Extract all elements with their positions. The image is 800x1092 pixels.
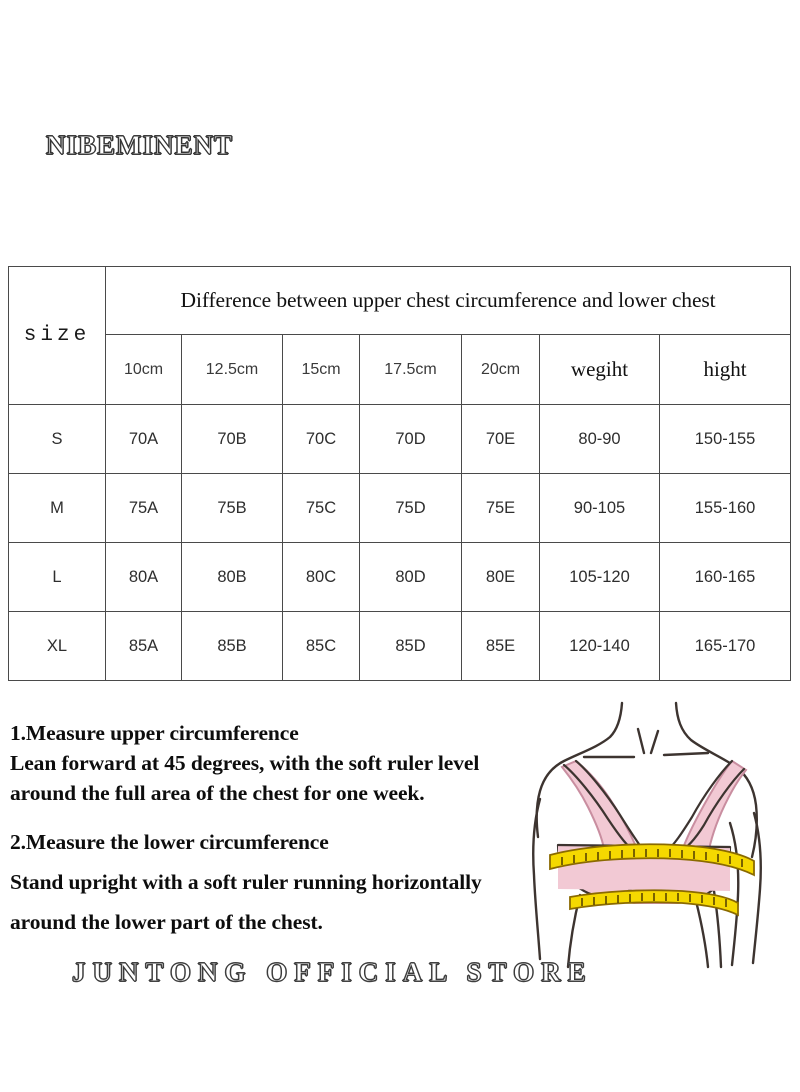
cell-m-height: 155-160 [660, 474, 791, 543]
row-size-xl: XL [9, 612, 106, 681]
step2-title: 2.Measure the lower circumference [10, 830, 329, 854]
step1-title: 1.Measure upper circumference [10, 721, 299, 745]
cell-xl-12-5cm: 85B [182, 612, 283, 681]
cell-xl-height: 165-170 [660, 612, 791, 681]
instruction-step-2 [10, 822, 570, 942]
header-height: hight [660, 335, 791, 405]
cell-xl-20cm: 85E [462, 612, 540, 681]
cell-l-17-5cm: 80D [360, 543, 462, 612]
cell-l-15cm: 80C [283, 543, 360, 612]
lower-tape [570, 890, 738, 915]
step2-line1: Stand upright with a soft ruler running horizontally [10, 870, 482, 894]
cell-s-height: 150-155 [660, 405, 791, 474]
cell-xl-weight: 120-140 [540, 612, 660, 681]
cell-l-12-5cm: 80B [182, 543, 283, 612]
table-row [9, 543, 791, 612]
cell-m-12-5cm: 75B [182, 474, 283, 543]
table-row [9, 405, 791, 474]
instruction-step-1 [10, 718, 570, 808]
row-size-s: S [9, 405, 106, 474]
table-row [9, 474, 791, 543]
header-weight: wegiht [540, 335, 660, 405]
cell-m-10cm: 75A [106, 474, 182, 543]
step2-line2: around the lower part of the chest. [10, 910, 323, 934]
header-diff-15cm: 15cm [283, 335, 360, 405]
header-diff-12-5cm: 12.5cm [182, 335, 283, 405]
table-header-row-group [9, 267, 791, 335]
cell-m-15cm: 75C [283, 474, 360, 543]
cell-xl-15cm: 85C [283, 612, 360, 681]
header-diff-10cm: 10cm [106, 335, 182, 405]
table-row [9, 612, 791, 681]
cell-s-20cm: 70E [462, 405, 540, 474]
size-chart-table [8, 266, 791, 681]
row-size-l: L [9, 543, 106, 612]
cell-l-height: 160-165 [660, 543, 791, 612]
row-size-m: M [9, 474, 106, 543]
cell-l-10cm: 80A [106, 543, 182, 612]
step1-line2: around the full area of the chest for one week. [10, 781, 425, 805]
torso-measurement-illustration [518, 695, 800, 975]
brand-wordmark: NIBEMINENT [46, 130, 234, 160]
cell-m-17-5cm: 75D [360, 474, 462, 543]
measurement-instructions [10, 718, 570, 942]
cell-l-20cm: 80E [462, 543, 540, 612]
cell-m-weight: 90-105 [540, 474, 660, 543]
cell-xl-17-5cm: 85D [360, 612, 462, 681]
header-diff-20cm: 20cm [462, 335, 540, 405]
cell-s-15cm: 70C [283, 405, 360, 474]
size-chart-container [8, 266, 790, 681]
cell-s-17-5cm: 70D [360, 405, 462, 474]
table-header-row-sub [9, 335, 791, 405]
cell-m-20cm: 75E [462, 474, 540, 543]
cell-xl-10cm: 85A [106, 612, 182, 681]
header-size-column: size [9, 267, 106, 405]
cell-s-12-5cm: 70B [182, 405, 283, 474]
step1-line1: Lean forward at 45 degrees, with the soft ruler level [10, 751, 480, 775]
cell-s-weight: 80-90 [540, 405, 660, 474]
store-name-wordmark: JUNTONG OFFICIAL STORE [72, 957, 593, 987]
cell-l-weight: 105-120 [540, 543, 660, 612]
header-diff-17-5cm: 17.5cm [360, 335, 462, 405]
cell-s-10cm: 70A [106, 405, 182, 474]
header-difference-group: Difference between upper chest circumference and lower chest [106, 267, 791, 335]
